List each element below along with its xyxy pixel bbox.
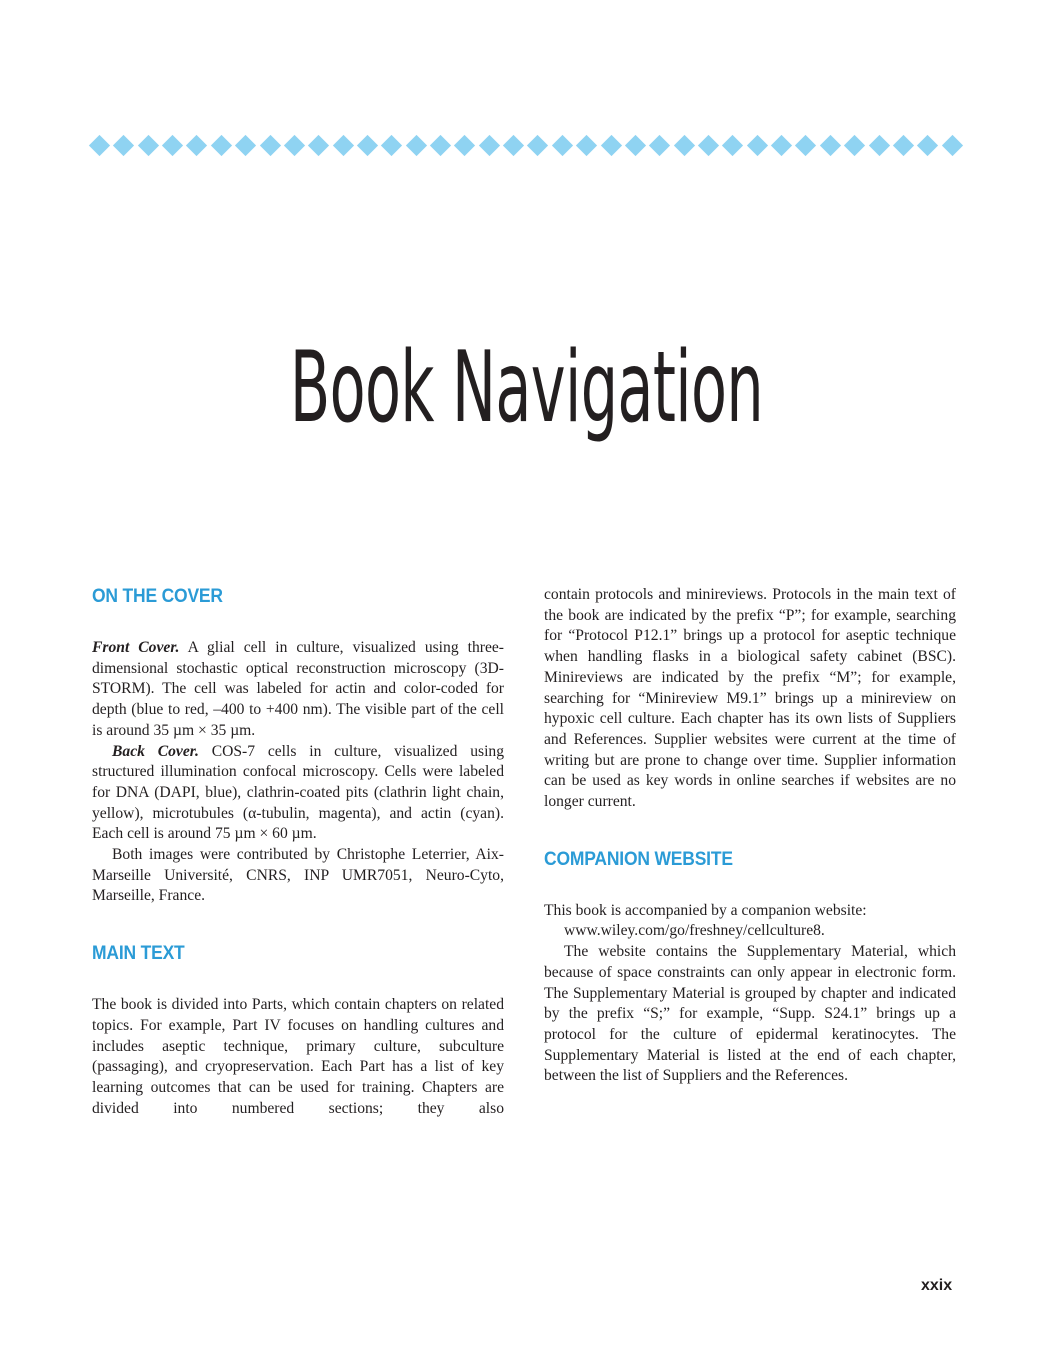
back-cover-paragraph (92, 742, 504, 846)
diamond-ornament (381, 134, 402, 155)
section-heading-on-the-cover: ON THE COVER (92, 586, 223, 607)
diamond-ornament (308, 134, 329, 155)
diamond-ornament (820, 134, 841, 155)
main-text-paragraph-right: contain protocols and minireviews. Protocols in the main text of the book are indicated by the prefix “P”; for example, searching for “Protocol P12.1” brings up a protocol for aseptic technique when handling flasks in a biological safety cabinet (BSC). Minireviews are indicated by the prefix “M”; for example, searching for “Minireview M9.1” brings up a minireview on hypoxic cell culture. Each chapter has its own lists of Suppliers and References. Supplier websites were current at the time of writing but are prone to change over time. Supplier information can be used as key words in online searches if websites are no longer current. (544, 586, 956, 811)
back-cover-label: Back Cover. (112, 742, 199, 760)
companion-website-url[interactable]: www.wiley.com/go/freshney/cellculture8. (564, 922, 825, 940)
section-heading-main-text: MAIN TEXT (92, 943, 185, 965)
diamond-ornament (795, 134, 816, 155)
right-column (544, 583, 956, 1087)
front-cover-text: A glial cell in culture, visualized using three-dimensional stochastic optical reconstruction microscopy (3D-STORM). The cell was labeled for actin and color-coded for depth (blue to red, –400 to +400 nm). The visible part of the cell is around 35 µm × 35 µm. (92, 639, 504, 739)
diamond-ornament-row (92, 133, 960, 157)
diamond-ornament (576, 134, 597, 155)
diamond-ornament (332, 134, 353, 155)
diamond-ornament (600, 134, 621, 155)
diamond-ornament (625, 134, 646, 155)
diamond-ornament (430, 134, 451, 155)
diamond-ornament (235, 134, 256, 155)
diamond-ornament (649, 134, 670, 155)
diamond-ornament (406, 134, 427, 155)
front-cover-paragraph (92, 638, 504, 742)
left-column (92, 583, 504, 1119)
diamond-ornament (454, 134, 475, 155)
diamond-ornament (747, 134, 768, 155)
diamond-ornament (479, 134, 500, 155)
page-number: xxix (921, 1277, 953, 1294)
diamond-ornament (844, 134, 865, 155)
diamond-ornament (552, 134, 573, 155)
diamond-ornament (89, 134, 110, 155)
image-credit-paragraph: Both images were contributed by Christophe Leterrier, Aix-Marseille Université, CNRS, INP UMR7051, Neuro-Cyto, Marseille, France. (92, 846, 504, 905)
diamond-ornament (527, 134, 548, 155)
diamond-ornament (941, 134, 962, 155)
front-cover-label: Front Cover. (92, 639, 180, 656)
diamond-ornament (722, 134, 743, 155)
diamond-ornament (893, 134, 914, 155)
diamond-ornament (138, 134, 159, 155)
diamond-ornament (211, 134, 232, 155)
section-heading-companion-website: COMPANION WEBSITE (544, 848, 733, 870)
companion-paragraph: The website contains the Supplementary Material, which because of space constraints can only appear in electronic form. The Supplementary Material is grouped by chapter and indicated by the prefix “S;” for example, “Supp. S24.1” brings up a protocol for the culture of epidermal keratinocytes. The Supplementary Material is listed at the end of each chapter, between the list of Suppliers and the References. (544, 943, 956, 1085)
diamond-ornament (503, 134, 524, 155)
diamond-ornament (771, 134, 792, 155)
companion-intro: This book is accompanied by a companion website: (544, 901, 867, 919)
diamond-ornament (284, 134, 305, 155)
diamond-ornament (259, 134, 280, 155)
back-cover-text: COS-7 cells in culture, visualized using structured illumination confocal microscopy. Cells were labeled for DNA (DAPI, blue), clathrin-coated pits (clathrin light chain, yellow), microtubules (α-tubulin, magenta), and actin (cyan). Each cell is around 75 µm × 60 µm. (92, 742, 505, 843)
diamond-ornament (162, 134, 183, 155)
diamond-ornament (113, 134, 134, 155)
diamond-ornament (917, 134, 938, 155)
diamond-ornament (186, 134, 207, 155)
diamond-ornament (357, 134, 378, 155)
main-text-paragraph-left: The book is divided into Parts, which contain chapters on related topics. For example, Part IV focuses on handling cultures and includes aseptic technique, primary culture, subculture (passaging), and cryopreservation. Each Part has a list of key learning outcomes that can be used for training. Chapters are divided into numbered sections; they also (92, 996, 504, 1117)
page-title: Book Navigation (289, 330, 764, 445)
diamond-ornament (868, 134, 889, 155)
diamond-ornament (698, 134, 719, 155)
diamond-ornament (674, 134, 695, 155)
